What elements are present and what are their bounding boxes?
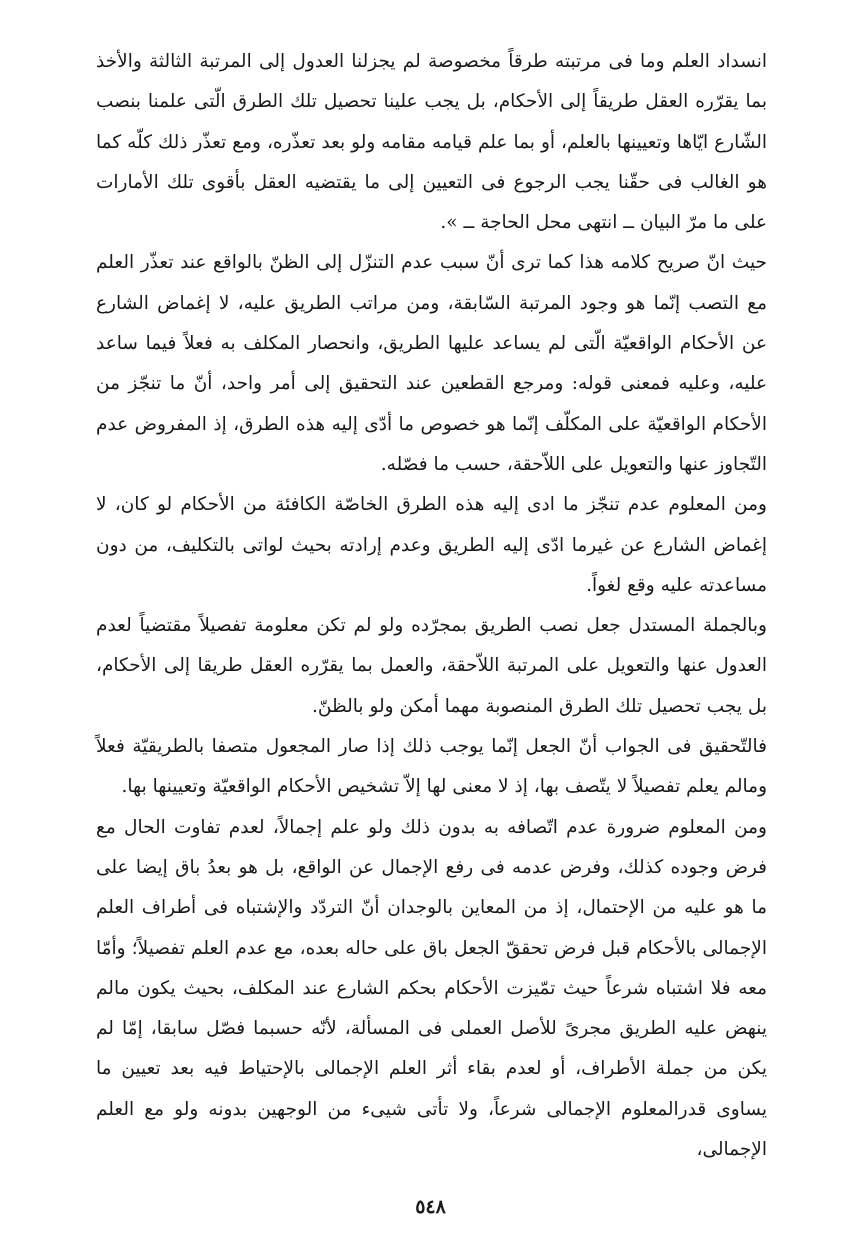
paragraph: حيث انّ صريح كلامه هذا كما ترى أنّ سبب عدم التنزّل إلى الظنّ بالواقع عند تعذّر العلم مع التصب إنّما هو وجود المرتبة السّابقة، ومن مراتب الطريق عليه، لا إغماض الشارع عن الأحكام الواقعيّة الّتى لم يساعد عليها الطريق، وانحصار المكلف به فعلاً فيما ساعد عليه، وعليه فمعنى قوله: ومرجع القطعين عند التحقيق إلى أمر واحد، أنّ ما تنجّز من الأحكام الواقعيّة على المكلّف إنّما هو خصوص ما أدّى إليه هذه الطرق، إذ المفروض عدم التّجاوز عنها والتعويل على اللاّحقة، حسب ما فصّله. xyxy=(96,252,767,475)
paragraph: ومن المعلوم ضرورة عدم اتّصافه به بدون ذلك ولو علم إجمالاً، لعدم تفاوت الحال مع فرض وجوده كذلك، وفرض عدمه فى رفع الإجمال عن الواقع، بل هو بعدُ باق إيضا على ما هو عليه من الإحتمال، إذ من المعاين بالوجدان أنّ التردّد والإشتباه فى أطراف العلم الإجمالى بالأحكام قبل فرض تحققّ الجعل باق على حاله بعده، مع عدم العلم تفصيلاً؛ وأمّا معه فلا اشتباه شرعاً حيث تمّيزت الأحكام بحكم الشارع عند المكلف، بحيث يكون مالم ينهض عليه الطريق مجرىً للأصل العملى فى المسألة، لأنّه حسبما فصّل سابقا، إمّا لم يكن من جملة الأطراف، أو لعدم بقاء أثر العلم الإجمالى بالإحتياط فيه بعد تعيين ما يساوى قدرالمعلوم الإجمالى شرعاً، ولا تأتى شيىء من الوجهين بدونه ولو مع العلم الإجمالى، xyxy=(96,816,767,1161)
paragraph: فالتّحقيق فى الجواب أنّ الجعل إنّما يوجب ذلك إذا صار المجعول متصفا بالطريقيّة فعلاً ومالم يعلم تفصيلاً لا يتّصف بها، إذ لا معنى لها إلاّ تشخيص الأحكام الواقعيّة وتعيينها بها. xyxy=(96,736,767,798)
paragraph: وبالجملة المستدل جعل نصب الطريق بمجرّده ولو لم تكن معلومة تفصيلاً مقتضياً لعدم العدول عنها والتعويل على المرتبة اللاّحقة، والعمل بما يقرّره العقل طريقا إلى الأحكام، بل يجب تحصيل تلك الطرق المنصوبة مهما أمكن ولو بالظنّ. xyxy=(96,615,767,717)
body-text xyxy=(96,42,767,1170)
page-number: ٥٤٨ xyxy=(415,1196,446,1218)
paragraph: ومن المعلوم عدم تنجّز ما ادى إليه هذه الطرق الخاصّة الكافئة من الأحكام لو كان، لا إغماض الشارع عن غيرما ادّى إليه الطريق وعدم إرادته بحيث لواتى بالتكليف، من دون مساعدته عليه وقع لغواً. xyxy=(96,494,767,596)
paragraph: انسداد العلم وما فى مرتبته طرقاً مخصوصة لم يجزلنا العدول إلى المرتبة الثالثة والأخذ بما يقرّره العقل طريقاً إلى الأحكام، بل يجب علينا تحصيل تلك الطرق الّتى علمنا بنصب الشّارع ايّاها وتعيينها بالعلم، أو بما علم قيامه مقامه ولو بعد تعذّره، ومع تعذّر ذلك كلّه كما هو الغالب فى حقّنا يجب الرجوع فى التعيين إلى ما يقتضيه العقل بأقوى تلك الأمارات على ما مرّ البيان ــ انتهى محل الحاجة ــ ». xyxy=(96,51,767,234)
